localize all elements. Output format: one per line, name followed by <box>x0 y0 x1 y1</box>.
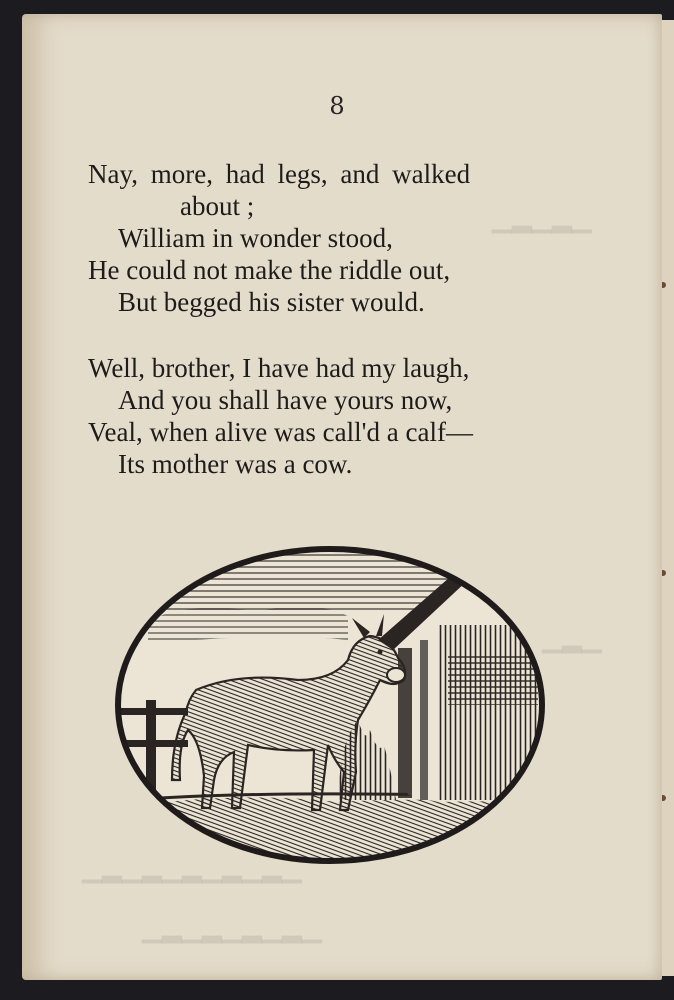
page-number: 8 <box>329 92 345 120</box>
stanza-1 <box>88 158 578 318</box>
verse-line: And you shall have yours now, <box>118 385 453 415</box>
verse-line: But begged his sister would. <box>118 287 425 317</box>
verse-line: Nay, more, had legs, and walked <box>88 159 471 189</box>
stanza-2 <box>88 352 578 480</box>
verse-line: He could not make the riddle out, <box>88 255 451 285</box>
bleed-through: ▁▂▁▂▁▂▁▂▁▂▁ <box>82 854 302 884</box>
verse-line: Its mother was a cow. <box>118 449 353 479</box>
bleed-through: ▁▂▁ <box>542 624 602 654</box>
bleed-through: ▁▂▁▂▁▂▁▂▁ <box>142 914 322 944</box>
verse-line: about ; <box>180 191 255 221</box>
verse-line: William in wonder stood, <box>118 223 393 253</box>
verse-line: Veal, when alive was call'd a calf— <box>88 417 473 447</box>
donkey-woodcut-illustration <box>108 540 552 870</box>
verse-line: Well, brother, I have had my laugh, <box>88 353 470 383</box>
bleed-through: ▁▂▁▂▁ <box>492 204 592 234</box>
